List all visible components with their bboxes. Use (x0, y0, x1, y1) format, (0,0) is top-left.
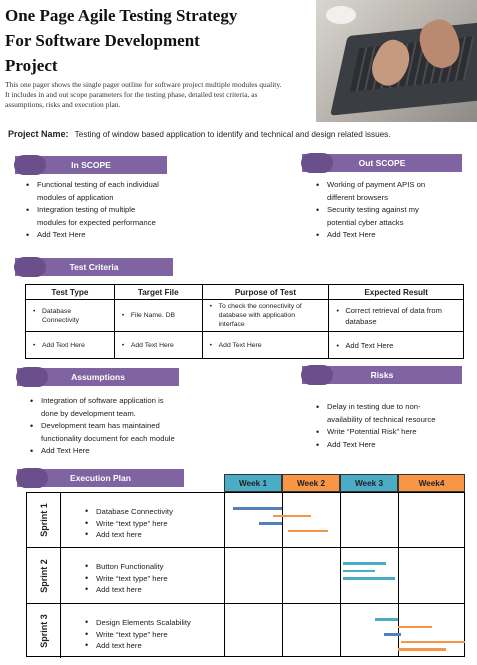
week-header: Week 1 (224, 474, 282, 492)
sprint-label: Sprint 1 (38, 503, 49, 537)
list-item: • Write “text type” here (83, 629, 233, 641)
risks-header (302, 366, 462, 384)
gantt-bar (259, 522, 282, 525)
list-item: • Delay in testing due to non- availability of technical resource (314, 401, 474, 426)
list-item: • Add Text Here (24, 229, 214, 242)
sprint-task-list (83, 506, 223, 541)
coffee-cup-shape (326, 6, 356, 24)
execution-title: Execution Plan (70, 473, 131, 483)
sprint-label: Sprint 3 (38, 614, 49, 648)
week-divider (224, 493, 225, 656)
sprint-label-cell (27, 604, 61, 658)
laptop-photo (316, 0, 477, 122)
subtitle-line: assumptions, risks and execution plan. (5, 100, 121, 109)
week-header: Week4 (398, 474, 465, 492)
execution-header (17, 469, 184, 487)
gantt-bar (343, 562, 387, 565)
week-divider (340, 493, 341, 656)
title-line: One Page Agile Testing Strategy (5, 6, 238, 25)
list-item: • Add text here (83, 584, 223, 596)
assumptions-list (28, 395, 228, 458)
table-cell: • Add Text Here (329, 332, 464, 359)
list-item: • Working of payment APIS on different browsers (314, 179, 474, 204)
table-cell: • Database Connectivity (26, 300, 115, 332)
sprint-task-list (83, 617, 233, 652)
list-item: • Integration of software application is done by development team. (28, 395, 228, 420)
table-row (26, 332, 464, 359)
list-item: • Add Text Here (314, 229, 474, 242)
page-title (5, 3, 310, 78)
title-line: For Software Development (5, 31, 200, 50)
list-item: • Add text here (83, 529, 223, 541)
test-criteria-table (25, 284, 464, 359)
list-item: • Button Functionality (83, 561, 223, 573)
list-item: • Write “text type” here (83, 573, 223, 585)
table-cell: • To check the connectivity of database with application interface (202, 300, 329, 332)
in-scope-title: In SCOPE (71, 160, 111, 170)
sprint-label-cell (27, 548, 61, 603)
execution-grid (26, 492, 465, 657)
assumptions-title: Assumptions (71, 372, 125, 382)
list-item: • Design Elements Scalability (83, 617, 233, 629)
in-scope-list (24, 179, 214, 242)
list-item: • Write “Potential Risk” here (314, 426, 474, 439)
risks-list (314, 401, 474, 451)
gantt-bar (398, 648, 446, 651)
list-item: • Add Text Here (28, 445, 228, 458)
project-name-label: Project Name: (8, 129, 69, 139)
table-cell: • Add Text Here (202, 332, 329, 359)
list-item: • Write “text type” here (83, 518, 223, 530)
sprint-label-cell (27, 493, 61, 547)
gantt-bar (343, 577, 395, 580)
table-cell: • Add Text Here (26, 332, 115, 359)
project-name (8, 129, 391, 139)
column-header: Test Type (26, 285, 115, 300)
assumptions-header (17, 368, 179, 386)
list-item: • Functional testing of each individual modules of application (24, 179, 214, 204)
gantt-bar (384, 633, 402, 636)
week-divider (398, 493, 399, 656)
in-scope-header (15, 156, 167, 174)
risks-title: Risks (370, 370, 394, 380)
table-header-row (26, 285, 464, 300)
out-scope-header (302, 154, 462, 172)
list-item: • Add text here (83, 640, 233, 652)
column-header: Purpose of Test (202, 285, 329, 300)
week-divider (282, 493, 283, 656)
week-header: Week 3 (340, 474, 398, 492)
list-item: • Development team has maintained functionality document for each module (28, 420, 228, 445)
sprint-task-list (83, 561, 223, 596)
sprint-label: Sprint 2 (38, 558, 49, 593)
week-header: Week 2 (282, 474, 340, 492)
out-scope-title: Out SCOPE (358, 158, 406, 168)
column-header: Expected Result (329, 285, 464, 300)
criteria-title: Test Criteria (69, 262, 119, 272)
table-cell: • File Name. DB (114, 300, 202, 332)
project-name-value: Testing of window based application to identify and technical and design related issues. (74, 130, 391, 139)
page-subtitle (5, 80, 315, 110)
gantt-bar (233, 507, 282, 510)
gantt-bar (288, 530, 329, 533)
gantt-bar (343, 570, 375, 573)
list-item: • Add Text Here (314, 439, 474, 452)
subtitle-line: It includes in and out scope parameters for the testing phase, detailed test criteria, as (5, 90, 258, 99)
table-cell: • Add Text Here (114, 332, 202, 359)
table-row (26, 300, 464, 332)
list-item: • Security testing against my potential cyber attacks (314, 204, 474, 229)
gantt-bar (273, 515, 311, 518)
out-scope-list (314, 179, 474, 242)
table-cell: • Correct retrieval of data from database (329, 300, 464, 332)
column-header: Target File (114, 285, 202, 300)
title-line: Project (5, 56, 58, 75)
list-item: • Database Connectivity (83, 506, 223, 518)
gantt-bar (375, 618, 398, 621)
criteria-header (15, 258, 173, 276)
list-item: • Integration testing of multiple modules for expected performance (24, 204, 214, 229)
gantt-bar (398, 626, 432, 629)
gantt-bar (401, 641, 464, 644)
subtitle-line: This one pager shows the single pager outline for software project multiple modules quality. (5, 80, 282, 89)
